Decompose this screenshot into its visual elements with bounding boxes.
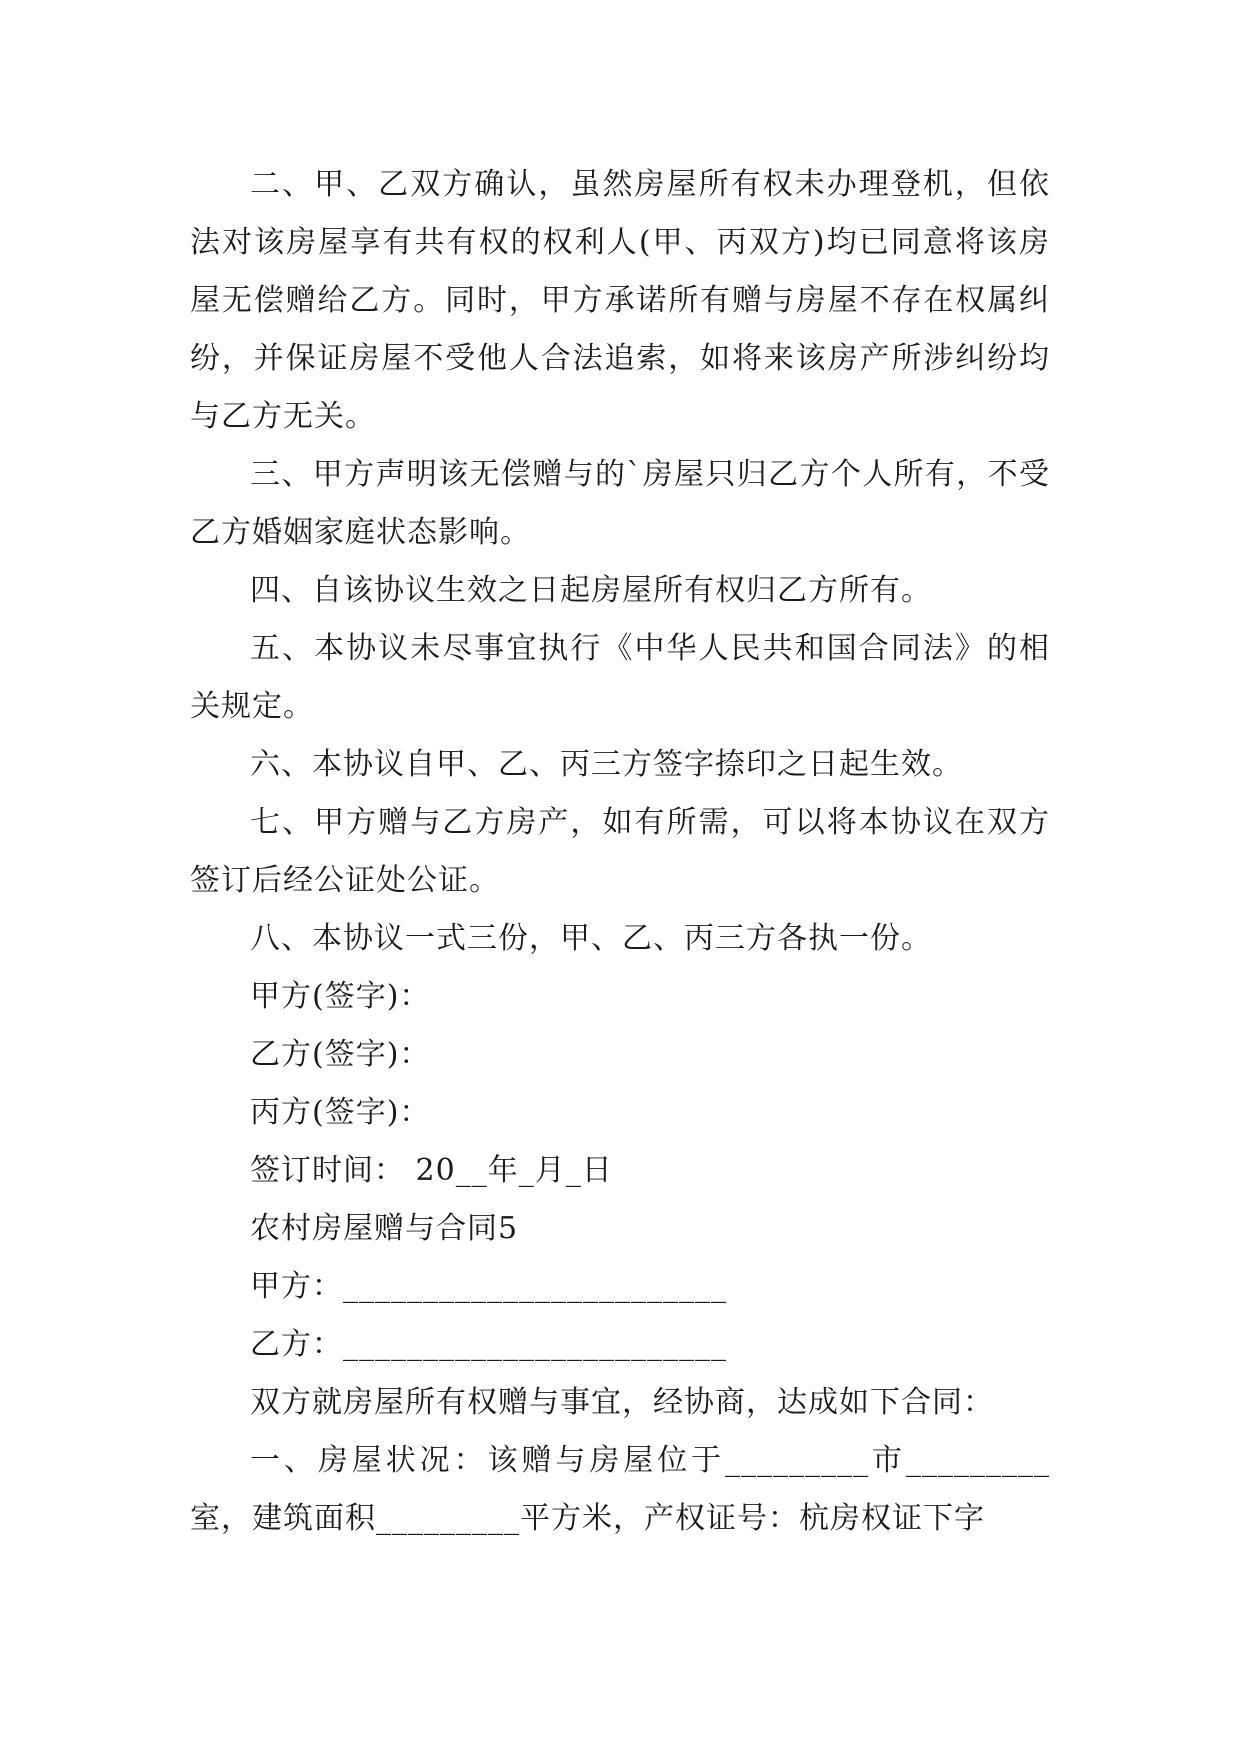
clause-8: 八、本协议一式三份，甲、乙、丙三方各执一份。	[250, 921, 932, 956]
clause-5: 五、本协议未尽事宜执行《中华人民共和国合同法》的相关规定。	[190, 631, 1050, 724]
clause-3: 三、甲方声明该无偿赠与的`房屋只归乙方个人所有，不受乙方婚姻家庭状态影响。	[190, 457, 1050, 550]
clause-2: 二、甲、乙双方确认，虽然房屋所有权未办理登机，但依法对该房屋享有共有权的权利人(甲、丙双方)均已同意将该房屋无偿赠给乙方。同时，甲方承诺所有赠与房屋不存在权属纠纷，并保证房屋不受他人合法追索，如将来该房产所涉纠纷均与乙方无关。	[190, 167, 1050, 434]
party-c-signature: 丙方(签字)：	[250, 1095, 431, 1130]
sign-date: 签订时间： 20__年_月_日	[250, 1153, 613, 1188]
contract-clause-1: 一、房屋状况：该赠与房屋位于_________市_________室，建筑面积_________平方米，产权证号：杭房权证下字	[190, 1443, 1050, 1536]
clause-7: 七、甲方赠与乙方房产，如有所需，可以将本协议在双方签订后经公证处公证。	[190, 805, 1050, 898]
document-body	[190, 156, 1050, 1548]
contract-party-a: 甲方：________________________	[250, 1269, 727, 1304]
clause-6: 六、本协议自甲、乙、丙三方签字捺印之日起生效。	[250, 747, 963, 782]
contract-title: 农村房屋赠与合同5	[250, 1211, 519, 1246]
clause-4: 四、自该协议生效之日起房屋所有权归乙方所有。	[250, 573, 932, 608]
party-a-signature: 甲方(签字)：	[250, 979, 431, 1014]
contract-intro: 双方就房屋所有权赠与事宜，经协商，达成如下合同：	[250, 1385, 994, 1420]
party-b-signature: 乙方(签字)：	[250, 1037, 431, 1072]
contract-party-b: 乙方：________________________	[250, 1327, 727, 1362]
